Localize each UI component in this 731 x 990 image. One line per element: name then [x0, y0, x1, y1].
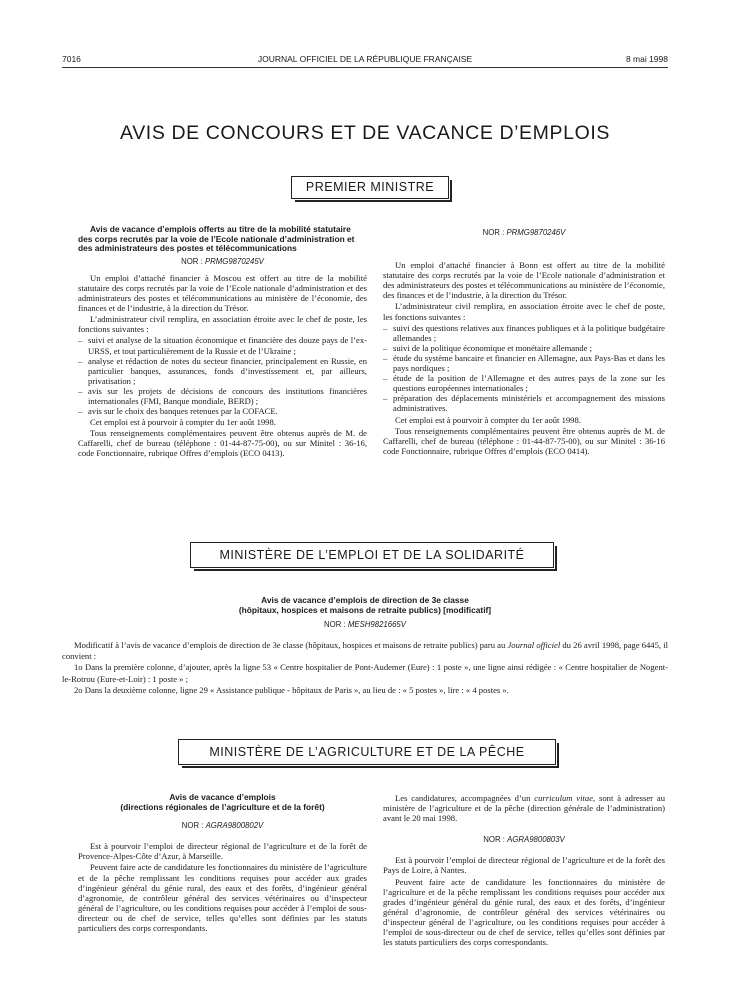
journal-reference: Journal officiel — [507, 640, 561, 650]
section-heading-premier-ministre — [291, 176, 449, 199]
list-item: – étude de la position de l’Allemagne et des autres pays de la zone sur les questions européennes internationales ; — [383, 373, 665, 393]
paragraph: Cet emploi est à pourvoir à compter du 1er août 1998. — [90, 417, 276, 428]
nor-label: NOR : — [181, 821, 204, 831]
paragraph: Peuvent faire acte de candidature les fonctionnaires du ministère de l’agriculture et de la pêche remplissant les conditions requises pour accéder aux grades d’ingénieur général du génie rural, des eaux et des forêts, d’ingénieur général d’agronomie, de contrôleur général des services vétérinaires ou d’inspecteur général de l’agriculture, ou les conditions requises pour accéder à l’emploi de sous-directeur ou de chef de service, telles qu’elles sont définies par les statuts particuliers des corps correspondants. — [383, 876, 665, 948]
list-item: – suivi des questions relatives aux finances publiques et à la politique budgétaire allemandes ; — [383, 323, 665, 343]
paragraph — [383, 793, 665, 823]
page-number: 7016 — [62, 54, 81, 64]
notice-title-line: Avis de vacance d’emplois de direction de 3e classe — [261, 595, 469, 605]
header-rule — [62, 67, 668, 68]
nor-reference — [383, 228, 665, 238]
text-run: , sont à adresser au ministère de l’agriculture et de la pêche (direction générale de l’administration) avant le 20 mai 1998. — [383, 793, 665, 824]
list-item: – avis sur le choix des banques retenues par la COFACE. — [78, 406, 367, 416]
nor-code: AGRA9800802V — [205, 821, 264, 831]
paragraph: Un emploi d’attaché financier à Bonn est offert au titre de la mobilité statutaire des corps recrutés par la voie de l’Ecole nationale d’administration et des administrateurs des postes et télécommunications au ministère de l’économie, des finances et de l’industrie, à la direction du Trésor. — [383, 260, 665, 301]
list-item: – analyse et rédaction de notes du secteur financier, principalement en Russie, en particulier banques, assurances, fonds d’investissement et, par ailleurs, privatisation ; — [78, 356, 367, 386]
notice-title — [62, 596, 668, 615]
issue-date: 8 mai 1998 — [625, 54, 668, 64]
notice-title-line: (directions régionales de l’agriculture et de la forêt) — [120, 801, 325, 812]
list-item: – suivi de la politique économique et monétaire allemande ; — [383, 343, 665, 353]
notice-title-line: (hôpitaux, hospices et maisons de retraite publics) [modificatif] — [238, 604, 492, 615]
section-heading-text: PREMIER MINISTRE — [305, 180, 435, 194]
list-item: – préparation des déplacements ministériels et accompagnement des missions administratives. — [383, 393, 665, 413]
text-run: Modificatif à l’avis de vacance d’emplois de direction de 3e classe (hôpitaux, hospices et maisons de retraite publics) paru au — [74, 640, 508, 650]
nor-code: PRMG9870245V — [204, 256, 264, 266]
paragraph: Est à pourvoir l’emploi de directeur régional de l’agriculture et de la forêt des Pays de Loire, à Nantes. — [383, 855, 665, 876]
paragraph: Tous renseignements complémentaires peuvent être obtenus auprès de M. de Caffarelli, chef de bureau (téléphone : 01-44-87-75-00), ou sur Minitel : 36-16, code Fonctionnaire, rubrique Offres d’emplois (ECO 0413). — [78, 428, 367, 459]
paragraph: L’administrateur civil remplira, en association étroite avec le chef de poste, les fonctions suivantes : — [383, 301, 665, 322]
text-run: Les candidatures, accompagnées d’un — [395, 793, 535, 803]
paragraph: Cet emploi est à pourvoir à compter du 1er août 1998. — [395, 414, 581, 425]
nor-label: NOR : — [324, 620, 346, 629]
list-item: – suivi et analyse de la situation économique et financière des douze pays de l’ex-URSS, et tout particulièrement de la Russie et de l’Ukraine ; — [78, 335, 367, 355]
duties-list — [78, 335, 367, 416]
paragraph: Peuvent faire acte de candidature les fonctionnaires du ministère de l’agriculture et de la pêche remplissant les conditions requises pour accéder aux grades d’ingénieur général du génie rural, des eaux et des forêts, d’ingénieur général d’agronomie, de contrôleur général des services vétérinaires ou d’inspecteur général de l’agriculture, ou les conditions requises pour accéder à l’emploi de sous-directeur ou de chef de service, telles qu’elles sont définies par les statuts particuliers des corps correspondants. — [78, 862, 367, 934]
journal-title: JOURNAL OFFICIEL DE LA RÉPUBLIQUE FRANÇAISE — [257, 54, 473, 64]
section-heading-text: MINISTÈRE DE L’AGRICULTURE ET DE LA PÊCHE — [209, 745, 525, 759]
nor-label: NOR : — [181, 256, 203, 266]
paragraph: Tous renseignements complémentaires peuvent être obtenus auprès de M. de Caffarelli, chef de bureau (téléphone : 01-44-87-75-00), ou sur Minitel : 36-16 code Fonctionnaire, rubrique Offres d’emplois (ECO 0414). — [383, 425, 665, 456]
notice-title — [78, 793, 367, 812]
duties-list — [383, 323, 665, 414]
list-item: – étude du système bancaire et financier en Allemagne, aux Pays-Bas et dans les pays nordiques ; — [383, 353, 665, 373]
nor-reference — [78, 821, 367, 831]
section-heading-text: MINISTÈRE DE L’EMPLOI ET DE LA SOLIDARITÉ — [219, 548, 525, 562]
nor-code: AGRA9800803V — [507, 835, 565, 845]
notice-moscou — [78, 225, 367, 460]
nor-reference — [78, 257, 367, 267]
paragraph: 2o Dans la deuxième colonne, ligne 29 « Assistance publique - hôpitaux de Paris », au lieu de : « 5 postes », lire : « 4 postes ». — [74, 684, 509, 695]
notice-pays-de-loire — [383, 793, 665, 948]
nor-code: PRMG9870246V — [506, 228, 566, 237]
nor-label: NOR : — [482, 228, 505, 237]
nor-reference — [383, 835, 665, 845]
list-item: – avis sur les projets de décisions de concours des institutions financières internationales (FMI, Banque mondiale, BERD) ; — [78, 386, 367, 406]
nor-label: NOR : — [483, 835, 505, 845]
nor-code: MESH9821665V — [347, 620, 406, 629]
notice-bonn — [383, 225, 665, 457]
notice-title-line: Avis de vacance d’emplois — [169, 792, 276, 802]
text-run: du 26 avril 1998, page 6445, il convient : — [62, 640, 668, 662]
paragraph: L’administrateur civil remplira, en association étroite avec le chef de poste, les fonctions suivantes : — [78, 314, 367, 335]
paragraph: Est à pourvoir l’emploi de directeur régional de l’agriculture et de la forêt de Provence-Alpes-Côte d’Azur, à Marseille. — [78, 841, 367, 862]
paragraph: Un emploi d’attaché financier à Moscou est offert au titre de la mobilité statutaire des corps recrutés par la voie de l’Ecole nationale d’administration et des administrateurs des postes et télécommunications au ministère de l’économie, des finances et de l’industrie, à la direction du Trésor. — [78, 272, 367, 314]
cv-term: curriculum vitae — [534, 793, 594, 803]
paragraph — [62, 640, 668, 662]
paragraph: 1o Dans la première colonne, d’ajouter, après la ligne 53 « Centre hospitalier de Pont-Audemer (Eure) : 1 poste », une ligne ainsi rédigée : « Centre hospitalier de Nogent-le-Rotrou (Eure-et-Loir) : 1 poste » ; — [62, 662, 668, 684]
notice-title: Avis de vacance d’emplois offerts au titre de la mobilité statutaire des corps recrutés par la voie de l’Ecole nationale d’administration et des administrateurs des postes et télécommunications — [78, 224, 355, 254]
section-heading-emploi-solidarite — [190, 542, 554, 568]
notice-paca — [78, 793, 367, 934]
section-heading-agriculture-peche — [178, 739, 556, 765]
page-title: AVIS DE CONCOURS ET DE VACANCE D’EMPLOIS — [120, 122, 610, 144]
modificatif-text — [62, 640, 668, 696]
nor-reference — [62, 620, 668, 629]
